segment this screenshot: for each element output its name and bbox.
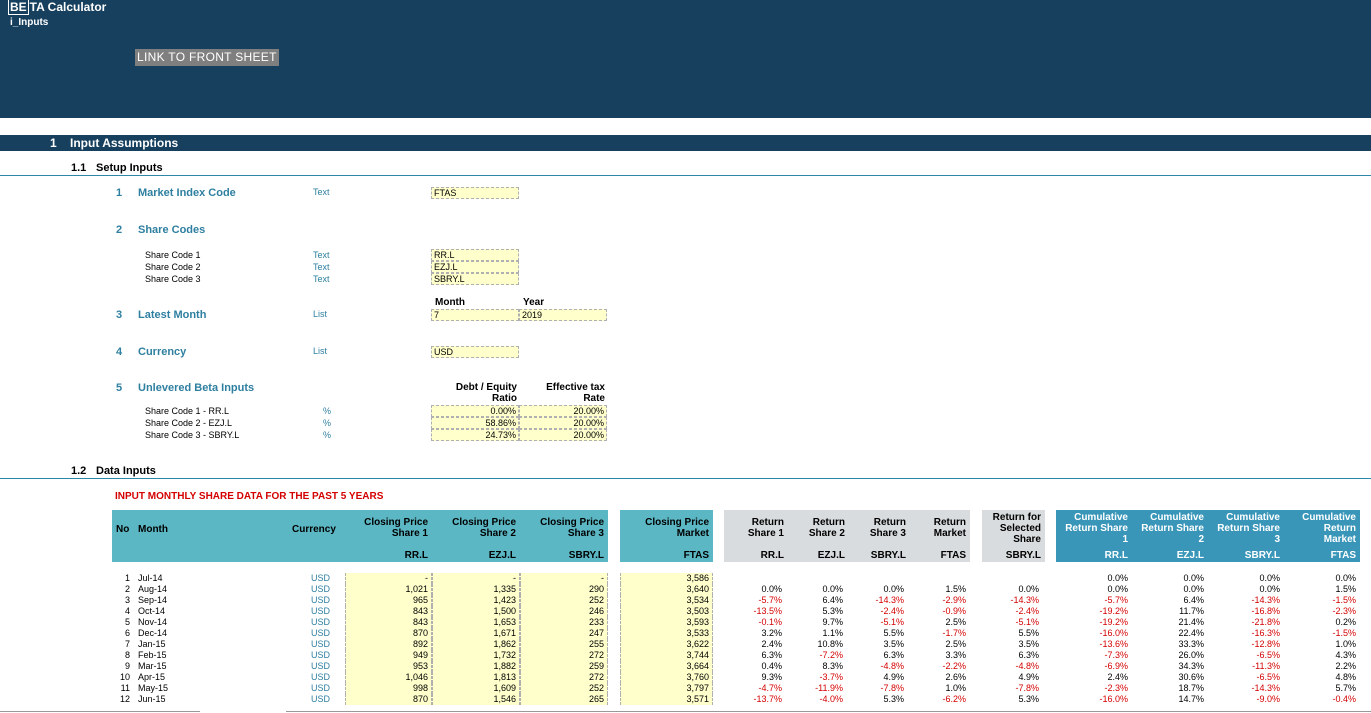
cell-cp-share1[interactable]: 965 — [345, 595, 432, 606]
table-row — [0, 606, 1371, 617]
cell-no: 5 — [124, 617, 130, 627]
cell-cp-share3[interactable]: 259 — [520, 661, 608, 672]
cell-cum-share2: 26.0% — [1178, 650, 1204, 660]
cell-return-share3: 5.3% — [883, 694, 904, 704]
cell-cum-market: -1.5% — [1332, 595, 1356, 605]
cell-cum-share3: -14.3% — [1251, 595, 1280, 605]
cell-cum-share3: -16.8% — [1251, 606, 1280, 616]
currency-select[interactable]: USD — [431, 346, 519, 358]
cell-return-share2: 0.0% — [822, 584, 843, 594]
cell-no: 6 — [124, 628, 130, 638]
cell-cum-share1: -16.0% — [1099, 628, 1128, 638]
cell-return-selected: 5.3% — [1018, 694, 1039, 704]
cell-cum-share2: 34.3% — [1178, 661, 1204, 671]
cell-cum-share1: -16.0% — [1099, 694, 1128, 704]
cell-cum-share2: 11.7% — [1179, 606, 1204, 616]
beta-row-3-label: Share Code 3 - SBRY.L — [145, 430, 240, 440]
q1-number: 1 — [116, 187, 123, 199]
cell-cum-share3: -11.3% — [1252, 661, 1280, 671]
cell-month: Dec-14 — [138, 628, 168, 638]
beta-row-3-tax-input[interactable]: 20.00% — [519, 429, 607, 441]
header-return-share1: Return Share 1 RR.L — [747, 517, 784, 561]
cell-cum-share3: -6.5% — [1256, 650, 1280, 660]
cell-return-share2: -4.0% — [819, 694, 843, 704]
cell-cp-share1[interactable]: 1,021 — [345, 584, 432, 595]
cell-cp-share1[interactable]: 998 — [345, 683, 432, 694]
cell-cp-share2[interactable]: 1,423 — [432, 595, 520, 606]
cell-return-share1: 9.3% — [761, 672, 782, 682]
cell-cum-share1: 2.4% — [1107, 672, 1128, 682]
cell-return-selected: -7.8% — [1015, 683, 1039, 693]
cell-currency: USD — [310, 639, 330, 649]
cell-return-selected: 0.0% — [1018, 584, 1039, 594]
header-return-selected: Return for Selected Share SBRY.L — [982, 510, 1045, 562]
cell-cum-share1: 0.0% — [1107, 584, 1128, 594]
cell-month: Feb-15 — [138, 650, 167, 660]
cell-return-share1: -5.7% — [758, 595, 782, 605]
cell-currency: USD — [310, 672, 330, 682]
cell-return-selected: -4.8% — [1015, 661, 1039, 671]
cell-no: 12 — [119, 694, 130, 704]
cell-return-selected: -5.1% — [1015, 617, 1039, 627]
cell-cum-share1: -19.2% — [1099, 606, 1128, 616]
cell-cp-share2[interactable]: 1,653 — [432, 617, 520, 628]
cell-return-share3: -2.4% — [880, 606, 904, 616]
header-return-market: Return Market FTAS — [933, 517, 966, 561]
cell-cp-share3[interactable]: 252 — [520, 683, 608, 694]
cell-return-share3: 0.0% — [883, 584, 904, 594]
cell-cp-share1[interactable]: 949 — [345, 650, 432, 661]
cell-cum-share3: 0.0% — [1259, 584, 1280, 594]
cell-no: 8 — [124, 650, 130, 660]
cell-currency: USD — [310, 650, 330, 660]
table-row — [0, 595, 1371, 606]
cell-return-share1: -4.7% — [758, 683, 782, 693]
cell-return-selected: 4.9% — [1018, 672, 1039, 682]
cell-month: Jul-14 — [138, 573, 163, 583]
data-input-instruction: INPUT MONTHLY SHARE DATA FOR THE PAST 5 YEARS — [115, 491, 384, 502]
cell-return-share3: -7.8% — [880, 683, 904, 693]
cell-return-selected — [982, 573, 1039, 584]
cell-cum-market: 5.7% — [1335, 683, 1356, 693]
cell-cp-share1[interactable]: 843 — [345, 606, 432, 617]
beta-row-2-label: Share Code 2 - EZJ.L — [145, 418, 233, 428]
cell-cum-share1: -2.3% — [1104, 683, 1128, 693]
cell-cum-share1: 0.0% — [1107, 573, 1128, 583]
cell-cp-share3[interactable]: 246 — [520, 606, 608, 617]
cell-cp-share1[interactable]: 953 — [345, 661, 432, 672]
cell-cum-share3: -6.5% — [1256, 672, 1280, 682]
cell-return-market: 1.5% — [945, 584, 966, 594]
cell-cp-market[interactable]: 3,797 — [620, 683, 713, 694]
cell-return-share1: 2.4% — [761, 639, 782, 649]
cell-cum-market: 4.3% — [1335, 650, 1356, 660]
cell-return-share3: 6.3% — [883, 650, 904, 660]
cell-return-share2: 9.7% — [822, 617, 843, 627]
share-code-3-label: Share Code 3 — [145, 274, 201, 284]
cell-return-share3: -5.1% — [880, 617, 904, 627]
divider — [286, 711, 1371, 712]
cell-return-share2 — [788, 573, 843, 584]
cell-cp-market[interactable]: 3,640 — [620, 584, 713, 595]
cell-return-selected: 5.5% — [1018, 628, 1039, 638]
cell-return-market: 2.5% — [945, 617, 966, 627]
cell-cum-share2: 21.4% — [1178, 617, 1204, 627]
table-row — [0, 628, 1371, 639]
cell-cum-market: 2.2% — [1335, 661, 1356, 671]
cell-cp-market[interactable]: 3,533 — [620, 628, 713, 639]
cell-return-selected: 3.5% — [1018, 639, 1039, 649]
beta-row-1-label: Share Code 1 - RR.L — [145, 406, 230, 416]
share-code-1-label: Share Code 1 — [145, 250, 201, 260]
cell-return-share3 — [849, 573, 904, 584]
cell-cum-share2: 30.6% — [1178, 672, 1204, 682]
beta-row-2-de-input[interactable]: 58.86% — [431, 417, 519, 429]
cell-return-share2: 1.1% — [822, 628, 843, 638]
cell-cum-share2: 14.7% — [1178, 694, 1204, 704]
header-cp-share3: Closing Price Share 3 SBRY.L — [520, 510, 608, 562]
cell-cum-share1: -13.6% — [1099, 639, 1128, 649]
cell-currency: USD — [310, 661, 330, 671]
cell-return-share2: 10.8% — [817, 639, 843, 649]
cell-cp-share2[interactable]: 1,882 — [432, 661, 520, 672]
cell-cp-market[interactable]: 3,622 — [620, 639, 713, 650]
cell-currency: USD — [310, 683, 330, 693]
q2-number: 2 — [116, 224, 123, 236]
cell-return-share2: -11.9% — [815, 683, 843, 693]
cell-cp-market[interactable]: 3,744 — [620, 650, 713, 661]
table-row — [0, 584, 1371, 595]
beta-row-2-tax-input[interactable]: 20.00% — [519, 417, 607, 429]
cell-no: 9 — [124, 661, 130, 671]
cell-return-share2: -7.2% — [819, 650, 843, 660]
cell-no: 11 — [120, 683, 130, 693]
cell-cum-share2: 0.0% — [1183, 573, 1204, 583]
cell-return-market: 2.5% — [945, 639, 966, 649]
cell-return-market: -2.2% — [942, 661, 966, 671]
cell-cp-market[interactable]: 3,571 — [620, 694, 713, 705]
cell-cp-share2[interactable]: 1,335 — [432, 584, 520, 595]
cell-no: 2 — [124, 584, 130, 594]
header-cum-share2: Cumulative Return Share 2 EZJ.L — [1132, 510, 1208, 562]
cell-currency: USD — [310, 694, 330, 704]
cell-return-share1 — [724, 573, 782, 584]
cell-cum-market: 0.2% — [1335, 617, 1356, 627]
cell-cp-market[interactable]: 3,586 — [620, 573, 713, 584]
header-banner — [0, 0, 1371, 118]
cell-month: Jun-15 — [138, 694, 166, 704]
cell-month: Jan-15 — [138, 639, 166, 649]
cell-month: Sep-14 — [138, 595, 168, 605]
cell-return-share3: -14.3% — [875, 595, 904, 605]
section-input-assumptions: 1 Input Assumptions — [0, 135, 1371, 151]
table-row — [0, 683, 1371, 694]
header-cp-share2: Closing Price Share 2 EZJ.L — [432, 510, 520, 562]
link-to-front-sheet-button[interactable]: LINK TO FRONT SHEET — [137, 50, 277, 64]
share-code-3-input[interactable]: SBRY.L — [431, 273, 519, 285]
cell-month: Aug-14 — [138, 584, 168, 594]
q2-label: Share Codes — [138, 224, 206, 236]
cell-cum-share2: 0.0% — [1183, 584, 1204, 594]
header-cum-share1: Cumulative Return Share 1 RR.L — [1056, 510, 1132, 562]
cell-cum-share3: 0.0% — [1259, 573, 1280, 583]
cell-cum-market: 0.0% — [1335, 573, 1356, 583]
beta-row-1-de-input[interactable]: 0.00% — [431, 405, 519, 417]
cell-cp-share2[interactable]: - — [432, 573, 520, 584]
cell-cum-share2: 33.3% — [1178, 639, 1204, 649]
cell-no: 7 — [124, 639, 130, 649]
cell-cp-market[interactable]: 3,534 — [620, 595, 713, 606]
cell-return-share2: 5.3% — [822, 606, 843, 616]
sheet-name: i_Inputs — [10, 17, 49, 28]
cell-return-share3: 3.5% — [883, 639, 904, 649]
cell-cum-share3: -21.8% — [1251, 617, 1280, 627]
share-code-1-type: Text — [313, 250, 330, 260]
table-row — [0, 694, 1371, 705]
cell-cp-share3[interactable]: 290 — [520, 584, 608, 595]
q1-type: Text — [313, 187, 330, 197]
cell-currency: USD — [310, 628, 330, 638]
cell-month: Apr-15 — [138, 672, 166, 682]
cell-cum-share2: 6.4% — [1183, 595, 1204, 605]
cell-month: Oct-14 — [138, 606, 166, 616]
cell-cum-market: 4.8% — [1335, 672, 1356, 682]
table-row — [0, 672, 1371, 683]
cell-return-market: 3.3% — [945, 650, 966, 660]
q3-type: List — [313, 309, 328, 319]
cell-cum-market: 1.5% — [1335, 584, 1356, 594]
cell-cum-share1: -6.9% — [1104, 661, 1128, 671]
cell-return-share3: -4.8% — [880, 661, 904, 671]
cell-return-market: 2.6% — [945, 672, 966, 682]
cell-return-share1: -13.5% — [753, 606, 782, 616]
cell-cp-share3[interactable]: 272 — [520, 672, 608, 683]
cell-cp-share3[interactable]: 265 — [520, 694, 608, 705]
cell-cum-share2: 18.7% — [1178, 683, 1204, 693]
cell-return-market: 1.0% — [945, 683, 966, 693]
cell-cp-share3[interactable]: 252 — [520, 595, 608, 606]
cell-month: Mar-15 — [138, 661, 167, 671]
cell-currency: USD — [310, 595, 330, 605]
month-header: Month — [435, 297, 465, 308]
share-code-2-input[interactable]: EZJ.L — [431, 261, 519, 273]
subsection-data-inputs: 1.2 Data Inputs — [0, 465, 1371, 479]
cell-return-selected: 6.3% — [1018, 650, 1039, 660]
cell-no: 4 — [124, 606, 130, 616]
header-return-share3: Return Share 3 SBRY.L — [869, 517, 906, 561]
header-cum-share3: Cumulative Return Share 3 SBRY.L — [1208, 510, 1284, 562]
cell-cp-share2[interactable]: 1,609 — [432, 683, 520, 694]
cell-cum-share1: -7.3% — [1104, 650, 1128, 660]
cell-no: 10 — [119, 672, 130, 682]
cell-return-share1: 3.2% — [761, 628, 782, 638]
year-header: Year — [523, 297, 545, 308]
cell-cp-share2[interactable]: 1,862 — [432, 639, 520, 650]
cell-return-selected: -14.3% — [1010, 595, 1039, 605]
share-code-3-type: Text — [313, 274, 330, 284]
beta-row-1-tax-input[interactable]: 20.00% — [519, 405, 607, 417]
cell-cp-share2[interactable]: 1,671 — [432, 628, 520, 639]
q3-number: 3 — [116, 309, 123, 321]
header-currency: Currency — [290, 510, 344, 562]
market-index-input[interactable]: FTAS — [431, 187, 519, 199]
cell-return-share2: 8.3% — [822, 661, 843, 671]
beta-row-1-type: % — [323, 406, 332, 416]
cell-cp-share3[interactable]: 233 — [520, 617, 608, 628]
share-code-2-label: Share Code 2 — [145, 262, 201, 272]
cell-no: 3 — [124, 595, 130, 605]
cell-cum-market: -2.3% — [1332, 606, 1356, 616]
cell-return-share1: 0.4% — [761, 661, 782, 671]
cell-return-share1: 0.0% — [761, 584, 782, 594]
beta-row-3-de-input[interactable]: 24.73% — [431, 429, 519, 441]
cell-cp-share1[interactable]: 892 — [345, 639, 432, 650]
subsection-setup-inputs: 1.1 Setup Inputs — [0, 162, 1371, 176]
q4-label: Currency — [138, 346, 187, 358]
cell-return-share3: 4.9% — [883, 672, 904, 682]
header-return-share2: Return Share 2 EZJ.L — [808, 517, 845, 561]
cell-cum-market: -0.4% — [1332, 694, 1356, 704]
cell-cp-share2[interactable]: 1,813 — [432, 672, 520, 683]
cell-cp-market[interactable]: 3,593 — [620, 617, 713, 628]
cell-return-selected: -2.4% — [1015, 606, 1039, 616]
cell-return-market: -0.9% — [942, 606, 966, 616]
debt-equity-header: Debt / Equity Ratio — [455, 382, 517, 404]
table-row — [0, 661, 1371, 672]
latest-year-select[interactable]: 2019 — [519, 309, 607, 321]
effective-tax-header: Effective tax Rate — [546, 382, 605, 404]
cell-cp-share2[interactable]: 1,546 — [432, 694, 520, 705]
q3-label: Latest Month — [138, 309, 207, 321]
cell-return-market: -1.7% — [942, 628, 966, 638]
cell-month: Nov-14 — [138, 617, 168, 627]
beta-row-2-type: % — [323, 418, 332, 428]
q4-type: List — [313, 346, 328, 356]
beta-row-3-type: % — [323, 430, 332, 440]
cell-return-share2: -3.7% — [819, 672, 843, 682]
cell-cum-share3: -12.8% — [1251, 639, 1280, 649]
q4-number: 4 — [116, 346, 123, 358]
cell-return-share1: -0.1% — [758, 617, 782, 627]
table-row — [0, 617, 1371, 628]
cell-cp-share2[interactable]: 1,732 — [432, 650, 520, 661]
cell-currency: USD — [310, 606, 330, 616]
cell-return-market: -2.9% — [942, 595, 966, 605]
cell-no: 1 — [124, 573, 130, 583]
cell-currency: USD — [310, 573, 330, 583]
table-row — [0, 639, 1371, 650]
cell-cum-share3: -16.3% — [1251, 628, 1280, 638]
cell-cp-market[interactable]: 3,503 — [620, 606, 713, 617]
header-no-month: No Month — [112, 510, 344, 562]
q5-number: 5 — [116, 382, 123, 394]
cell-cp-share1[interactable]: - — [345, 573, 432, 584]
latest-month-select[interactable]: 7 — [431, 309, 519, 321]
cell-cp-share1[interactable]: 843 — [345, 617, 432, 628]
table-row — [0, 573, 1371, 584]
cell-return-share1: 6.3% — [761, 650, 782, 660]
share-code-1-input[interactable]: RR.L — [431, 249, 519, 261]
cell-cum-share2: 22.4% — [1178, 628, 1204, 638]
cell-cum-market: 1.0% — [1335, 639, 1356, 649]
cell-cum-share3: -9.0% — [1256, 694, 1280, 704]
cell-cp-share1[interactable]: 1,046 — [345, 672, 432, 683]
share-code-2-type: Text — [313, 262, 330, 272]
cell-month: May-15 — [138, 683, 169, 693]
divider — [0, 711, 200, 712]
cell-return-share2: 6.4% — [822, 595, 843, 605]
cell-cp-share1[interactable]: 870 — [345, 628, 432, 639]
cell-cp-share1[interactable]: 870 — [345, 694, 432, 705]
cell-cp-share3[interactable]: 247 — [520, 628, 608, 639]
q1-label: Market Index Code — [138, 187, 236, 199]
cell-return-market: -6.2% — [942, 694, 966, 704]
cell-cum-share1: -19.2% — [1099, 617, 1128, 627]
cell-return-share1: -13.7% — [753, 694, 782, 704]
cell-cp-share3[interactable]: 272 — [520, 650, 608, 661]
cell-cum-share1: -5.7% — [1104, 595, 1128, 605]
cell-cp-market[interactable]: 3,760 — [620, 672, 713, 683]
cell-return-share3: 5.5% — [883, 628, 904, 638]
header-cp-market: Closing Price Market FTAS — [620, 510, 713, 562]
cell-currency: USD — [310, 584, 330, 594]
header-cp-share1: Closing Price Share 1 RR.L — [344, 510, 432, 562]
cell-cp-share3[interactable]: 255 — [520, 639, 608, 650]
cell-cum-market: -1.5% — [1332, 628, 1356, 638]
q5-label: Unlevered Beta Inputs — [138, 382, 255, 394]
table-row — [0, 650, 1371, 661]
cell-currency: USD — [310, 617, 330, 627]
cell-cp-share3[interactable]: - — [520, 573, 608, 584]
app-logo: BE TA Calculator — [10, 0, 107, 14]
header-cum-market: Cumulative Return Market FTAS — [1284, 510, 1360, 562]
cell-cp-share2[interactable]: 1,500 — [432, 606, 520, 617]
cell-cp-market[interactable]: 3,664 — [620, 661, 713, 672]
cell-cum-share3: -14.3% — [1251, 683, 1280, 693]
cell-return-market — [910, 573, 966, 584]
